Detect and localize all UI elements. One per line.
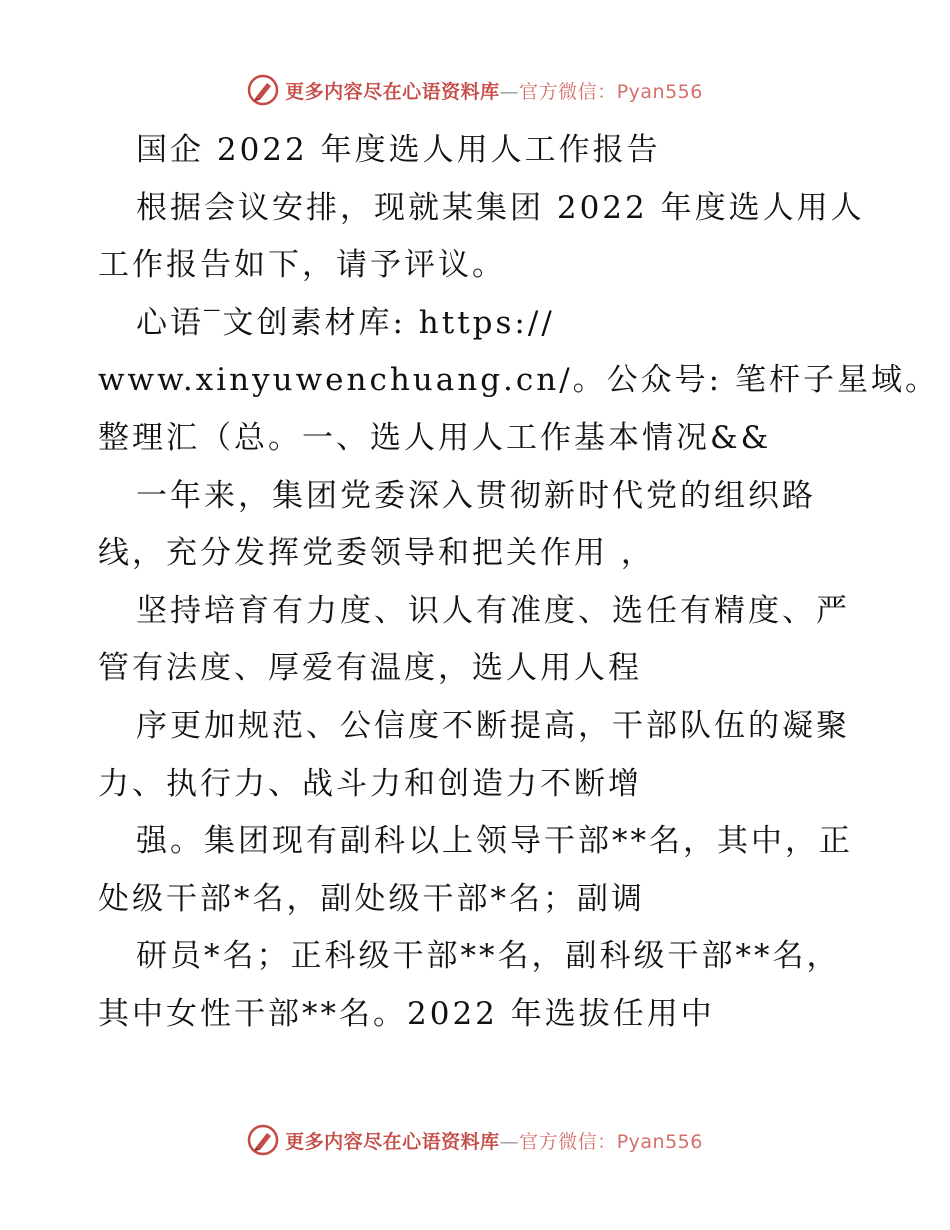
- paragraph-line: 线，充分发挥党委领导和把关作用 ，: [98, 535, 655, 572]
- document-title: 国企 2022 年度选人用人工作报告: [136, 132, 661, 168]
- paragraph-line: 根据会议安排，现就某集团 2022 年度选人用人: [136, 189, 865, 226]
- pen-logo-icon: [247, 74, 279, 106]
- document-body: [98, 122, 939, 1044]
- paragraph-line: 心语‾文创素材库: https://: [136, 304, 555, 341]
- banner-content: [247, 74, 703, 106]
- banner-official-label: 官方微信：: [519, 80, 617, 103]
- banner-site-name: 更多内容尽在心语资料库: [285, 80, 500, 103]
- paragraph-line: 研员*名；正科级干部**名，副科级干部**名，: [136, 938, 841, 975]
- banner-separator: —: [499, 1130, 520, 1153]
- banner-site-name: 更多内容尽在心语资料库: [285, 1130, 500, 1153]
- paragraph-line: 工作报告如下，请予评议。: [98, 247, 506, 284]
- paragraph-line: 管有法度、厚爱有温度，选人用人程: [98, 650, 642, 687]
- header-banner: [0, 70, 950, 110]
- banner-content: [247, 1124, 703, 1156]
- banner-official-label: 官方微信：: [519, 1130, 617, 1153]
- pen-logo-icon: [247, 1124, 279, 1156]
- paragraph-line: 其中女性干部**名。2022 年选拔任用中: [98, 995, 715, 1032]
- banner-text: [285, 77, 703, 104]
- paragraph-line: 力、执行力、战斗力和创造力不断增: [98, 765, 642, 802]
- paragraph-line: 序更加规范、公信度不断提高，干部队伍的凝聚: [136, 707, 850, 744]
- paragraph-line: 强。集团现有副科以上领导干部**名，其中，正: [136, 823, 853, 860]
- banner-wechat-id: Pyan556: [616, 1130, 703, 1153]
- banner-wechat-id: Pyan556: [616, 80, 703, 103]
- paragraph-line: 一年来，集团党委深入贯彻新时代党的组织路: [136, 477, 816, 514]
- paragraph-line: 坚持培育有力度、识人有准度、选任有精度、严: [136, 592, 850, 629]
- paragraph-line: www.xinyuwenchuang.cn/。公众号: 笔杆子星域。: [98, 362, 939, 399]
- paragraph-line: 处级干部*名，副处级干部*名；副调: [98, 880, 645, 917]
- footer-banner: [0, 1120, 950, 1160]
- banner-text: [285, 1127, 703, 1154]
- paragraph-line: 整理汇（总。一、选人用人工作基本情况&&: [98, 419, 772, 456]
- banner-separator: —: [499, 80, 520, 103]
